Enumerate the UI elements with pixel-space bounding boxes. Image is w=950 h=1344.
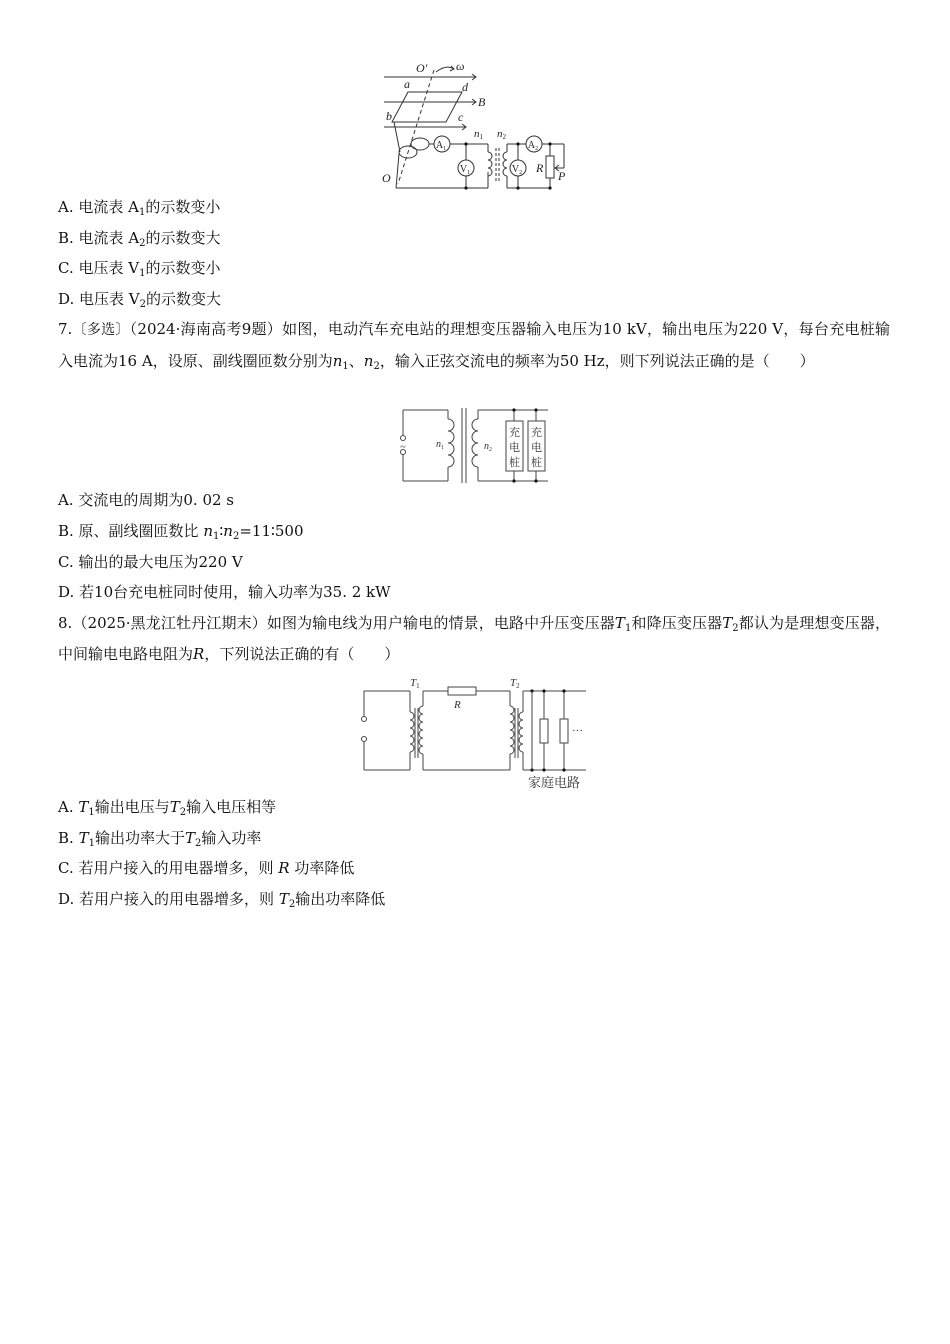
fig8-caption: 家庭电路	[527, 775, 581, 790]
q7-option-c: C. 输出的最大电压为220 V	[58, 553, 243, 571]
pile2-char-1: 充	[531, 427, 542, 439]
meter-v1-label: V	[459, 164, 468, 175]
fig8-t1: T	[410, 677, 417, 689]
q7-option-a: A. 交流电的周期为0. 02 s	[58, 491, 235, 509]
svg-text:n2	[497, 128, 507, 141]
fig8-t2-sub: 2	[516, 682, 520, 690]
q7-tag: 〔多选〕	[72, 322, 130, 338]
pile2-char-2: 电	[531, 442, 542, 454]
q8-option-d: D. 若用户接入的用电器增多，则 $T_2$输出功率降低	[58, 890, 386, 910]
q6-option-c: C. 电压表 $V_1$的示数变小	[58, 259, 221, 279]
q8-option-b: B. $T_1$输出功率大于$T_2$输入功率	[58, 829, 262, 849]
meter-v2-sub: 2	[519, 170, 523, 176]
svg-text:n1	[474, 128, 484, 141]
q8-source: （2025·黑龙江牡丹江期末）	[72, 614, 267, 632]
fig7-n2: n	[484, 441, 489, 452]
label-B: B	[478, 95, 486, 109]
q6-option-b: B. 电流表 $A_2$的示数变大	[58, 229, 221, 249]
meter-a1-label: A	[435, 140, 444, 151]
label-R: R	[536, 161, 544, 175]
ac-source-symbol: ~	[400, 442, 406, 453]
label-omega: ω	[456, 59, 465, 73]
q7-option-b: B. 原、副线圈匝数比 $n_1∶n_2=11∶500$	[58, 522, 304, 542]
q7-source: （2024·海南高考9题）	[129, 320, 283, 338]
label-a: a	[404, 77, 410, 91]
q7-number: 7.	[58, 320, 73, 338]
label-P: P	[558, 169, 566, 183]
pile1-char-1: 充	[509, 427, 520, 439]
meter-a1-sub: 1	[443, 146, 447, 152]
label-o-prime: O′	[416, 61, 428, 75]
fig7-n1-sub: 1	[441, 445, 444, 451]
power-transmission-figure	[358, 676, 590, 794]
label-n2: n	[497, 128, 503, 140]
label-n1: n	[474, 128, 480, 140]
q6-option-d: D. 电压表 $V_2$的示数变大	[58, 290, 222, 310]
svg-text:n1	[436, 439, 444, 451]
fig8-ellipsis: ···	[572, 725, 583, 737]
q8-option-a: A. $T_1$输出电压与$T_2$输入电压相等	[58, 798, 277, 818]
svg-text:T1	[410, 677, 420, 690]
meter-a2-label: A	[527, 140, 536, 151]
fig7-n1: n	[436, 439, 441, 450]
q8-stem: 8.（2025·黑龙江牡丹江期末）如图为输电线为用户输电的情景，电路中升压变压器$T_1$和降压变压器$T_2$都认为是理想变压器，中间输电电路电阻为R，下列说法正确的有（ ）	[58, 614, 890, 663]
q8-option-c: C. 若用户接入的用电器增多，则 R 功率降低	[58, 859, 355, 877]
pile1-char-3: 桩	[509, 457, 520, 469]
pile2-char-3: 桩	[531, 457, 542, 469]
svg-text:T2	[510, 677, 520, 690]
generator-transformer-figure	[378, 58, 578, 193]
meter-a2-sub: 2	[535, 146, 539, 152]
fig8-t1-sub: 1	[416, 682, 420, 690]
label-O: O	[382, 171, 391, 185]
label-n1-sub: 1	[479, 133, 483, 141]
svg-text:n2	[484, 441, 492, 453]
pile1-char-2: 电	[509, 442, 520, 454]
label-d: d	[462, 80, 468, 94]
q6-option-a: A. 电流表 $A_1$的示数变小	[58, 198, 221, 218]
q7-stem: 7.〔多选〕（2024·海南高考9题）如图，电动汽车充电站的理想变压器输入电压为10 kV，输出电压为220 V，每台充电桩输入电流为16 A，设原、副线圈匝数分别为$n_1$、$n_2$，输入正弦交流电的频率为50 Hz，则下列说法正确的是（ ）	[58, 320, 890, 372]
label-n2-sub: 2	[502, 133, 506, 141]
fig7-n2-sub: 2	[489, 447, 492, 453]
label-c: c	[458, 110, 464, 124]
q8-number: 8.	[58, 614, 73, 632]
fig8-r: R	[454, 699, 461, 711]
meter-v1-sub: 1	[467, 170, 471, 176]
charging-station-transformer-figure	[398, 405, 550, 485]
q7-option-d: D. 若10台充电桩同时使用，输入功率为35. 2 kW	[58, 583, 391, 601]
meter-v2-label: V	[511, 164, 520, 175]
fig8-t2: T	[510, 677, 517, 689]
label-b: b	[386, 109, 392, 123]
